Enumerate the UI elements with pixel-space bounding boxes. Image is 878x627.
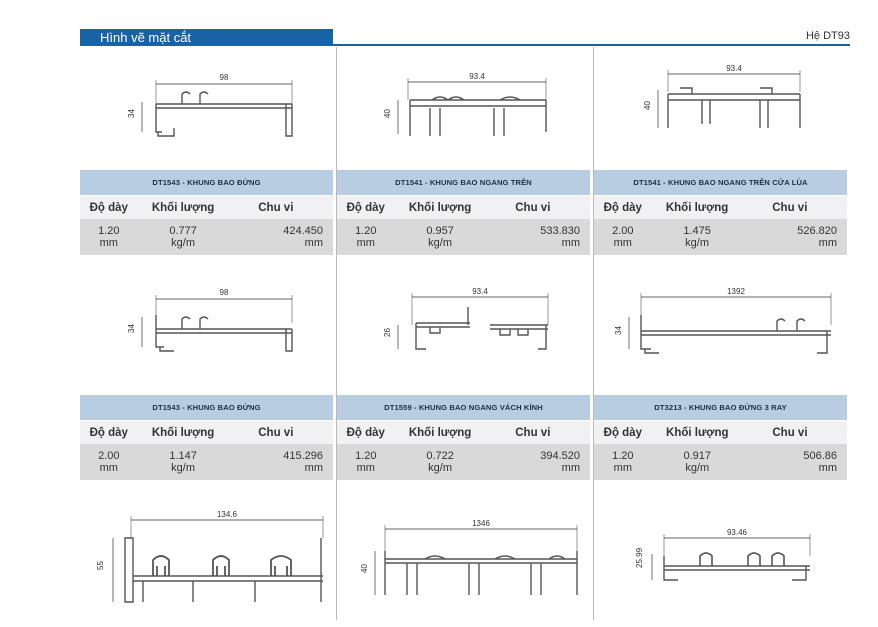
height-dimension: 34 — [127, 324, 136, 333]
perimeter-value: 506.86 — [803, 450, 837, 462]
width-dimension: 93.4 — [472, 287, 488, 296]
weight-value: 0.917 — [683, 450, 712, 462]
weight-value: 1.475 — [683, 225, 711, 237]
width-dimension: 93.46 — [726, 528, 748, 537]
spec-table — [594, 421, 847, 480]
profile-drawing — [620, 520, 840, 600]
perimeter-value: 415.296 — [283, 450, 323, 462]
profile-drawing — [100, 70, 320, 150]
width-dimension: 93.4 — [726, 64, 742, 73]
profile-drawing — [360, 285, 580, 365]
thickness-header: Độ dày — [80, 421, 138, 444]
thickness-unit: mm — [356, 462, 375, 474]
weight-header: Khối lượng — [652, 196, 743, 219]
thickness-header: Độ dày — [594, 196, 652, 219]
height-dimension: 40 — [360, 564, 369, 573]
thickness-value: 2.00 — [98, 450, 120, 462]
width-dimension: 1346 — [472, 519, 490, 528]
perimeter-header: Chu vi — [743, 196, 847, 219]
weight-header: Khối lượng — [395, 196, 486, 219]
profile-drawing — [100, 285, 320, 365]
perimeter-unit: mm — [818, 237, 837, 249]
section-title: Hình vẽ mặt cắt — [100, 30, 192, 45]
perimeter-value: 394.520 — [540, 450, 580, 462]
perimeter-header: Chu vi — [486, 196, 590, 219]
thickness-value: 1.20 — [98, 225, 120, 237]
thickness-unit: mm — [356, 237, 375, 249]
thickness-value: 1.20 — [612, 450, 634, 462]
weight-unit: kg/m — [171, 462, 196, 474]
weight-header: Khối lượng — [138, 421, 229, 444]
thickness-value: 1.20 — [355, 450, 377, 462]
profile-title: DT1541 - KHUNG BAO NGANG TRÊN — [337, 170, 590, 195]
header-rule — [333, 44, 850, 46]
weight-header: Khối lượng — [395, 421, 486, 444]
profile-title: DT1543 - KHUNG BAO ĐỨNG — [80, 170, 333, 195]
profile-drawing — [360, 70, 580, 150]
height-dimension: 40 — [383, 109, 392, 118]
spec-table — [337, 196, 590, 255]
height-dimension: 34 — [127, 109, 136, 118]
section-title-bar — [80, 29, 333, 46]
width-dimension: 1392 — [727, 287, 745, 296]
perimeter-value: 424.450 — [283, 225, 323, 237]
thickness-value: 2.00 — [612, 225, 634, 237]
weight-unit: kg/m — [428, 237, 453, 249]
perimeter-value: 533.830 — [540, 225, 580, 237]
perimeter-header: Chu vi — [486, 421, 590, 444]
weight-value: 0.957 — [426, 225, 454, 237]
spec-table — [337, 421, 590, 480]
thickness-unit: mm — [613, 462, 632, 474]
profile-drawing — [345, 515, 585, 615]
thickness-header: Độ dày — [337, 421, 395, 444]
weight-value: 0.722 — [426, 450, 454, 462]
weight-header: Khối lượng — [138, 196, 229, 219]
spec-table — [594, 196, 847, 255]
thickness-unit: mm — [99, 462, 118, 474]
profile-drawing — [85, 508, 330, 613]
width-dimension: 134.6 — [216, 510, 238, 519]
weight-unit: kg/m — [428, 462, 453, 474]
thickness-header: Độ dày — [594, 421, 652, 444]
perimeter-header: Chu vi — [229, 421, 333, 444]
column-divider — [336, 47, 337, 620]
profile-title: DT3213 - KHUNG BAO ĐỨNG 3 RAY — [594, 395, 847, 420]
weight-value: 1.147 — [169, 450, 197, 462]
weight-unit: kg/m — [685, 237, 710, 249]
weight-header: Khối lượng — [652, 421, 743, 444]
width-dimension: 93.4 — [469, 72, 485, 81]
thickness-unit: mm — [613, 237, 632, 249]
profile-drawing — [605, 285, 845, 365]
profile-title: DT1543 - KHUNG BAO ĐỨNG — [80, 395, 333, 420]
thickness-unit: mm — [99, 237, 118, 249]
thickness-header: Độ dày — [337, 196, 395, 219]
series-label: Hệ DT93 — [805, 30, 850, 42]
perimeter-header: Chu vi — [229, 196, 333, 219]
column-divider — [593, 47, 594, 620]
profile-title: DT1541 - KHUNG BAO NGANG TRÊN CỬA LÙA — [594, 170, 847, 195]
height-dimension: 55 — [96, 561, 105, 570]
thickness-header: Độ dày — [80, 196, 138, 219]
width-dimension: 98 — [219, 73, 229, 82]
perimeter-unit: mm — [818, 462, 837, 474]
perimeter-unit: mm — [561, 462, 580, 474]
weight-value: 0.777 — [169, 225, 197, 237]
height-dimension: 34 — [614, 326, 623, 335]
width-dimension: 98 — [219, 288, 229, 297]
height-dimension: 40 — [643, 101, 652, 110]
spec-table — [80, 421, 333, 480]
perimeter-unit: mm — [561, 237, 580, 249]
height-dimension: 25.99 — [635, 547, 644, 568]
thickness-value: 1.20 — [355, 225, 377, 237]
profile-title: DT1559 - KHUNG BAO NGANG VÁCH KÍNH — [337, 395, 590, 420]
perimeter-unit: mm — [304, 237, 323, 249]
perimeter-header: Chu vi — [743, 421, 847, 444]
profile-drawing — [620, 62, 840, 142]
weight-unit: kg/m — [171, 237, 196, 249]
perimeter-unit: mm — [304, 462, 323, 474]
weight-unit: kg/m — [685, 462, 710, 474]
height-dimension: 26 — [383, 328, 392, 337]
perimeter-value: 526.820 — [797, 225, 837, 237]
spec-table — [80, 196, 333, 255]
